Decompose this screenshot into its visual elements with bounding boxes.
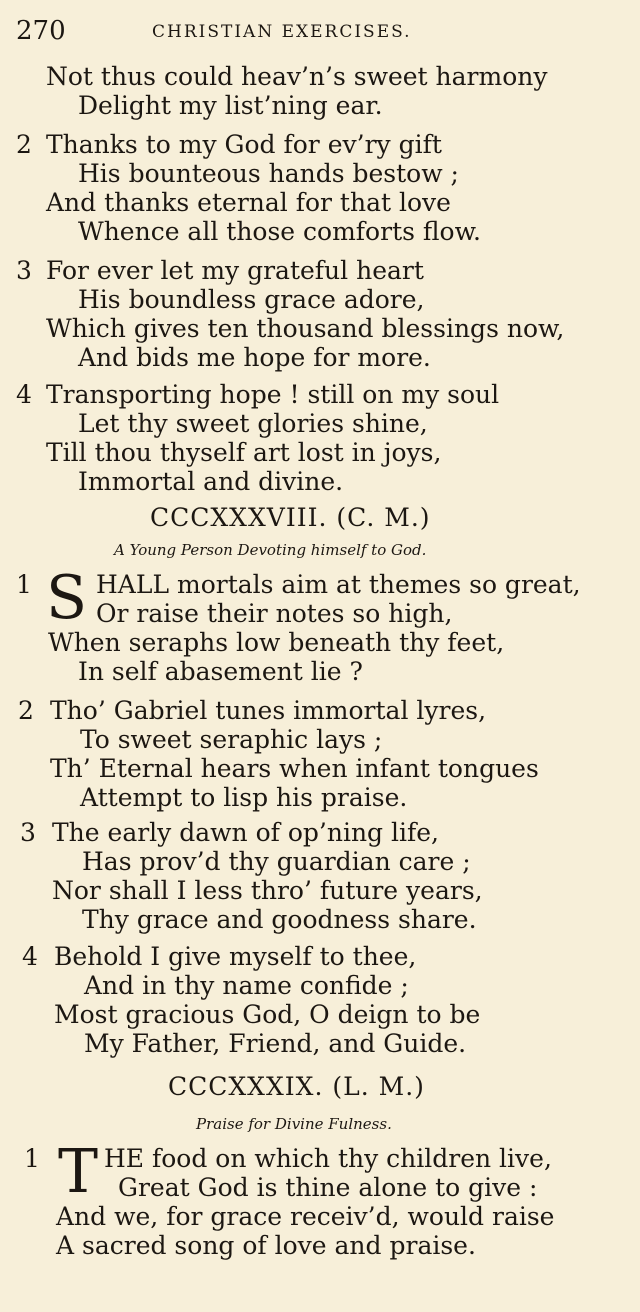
verse-line: Transporting hope ! still on my soul xyxy=(46,380,500,409)
verse-line: HE food on which thy children live, xyxy=(104,1144,552,1173)
running-title: CHRISTIAN EXERCISES. xyxy=(152,22,412,42)
verse-line: Has prov’d thy guardian care ; xyxy=(82,847,471,876)
verse-number: 3 xyxy=(16,256,32,285)
drop-cap: T xyxy=(58,1137,99,1207)
verse-line: HALL mortals aim at themes so great, xyxy=(96,570,581,599)
verse-line: His bounteous hands bestow ; xyxy=(78,159,459,188)
verse-line: Tho’ Gabriel tunes immortal lyres, xyxy=(50,696,487,725)
verse-line: Delight my list’ning ear. xyxy=(78,91,383,120)
verse-line: In self abasement lie ? xyxy=(78,657,363,686)
verse-number: 2 xyxy=(16,130,32,159)
verse-line: Nor shall I less thro’ future years, xyxy=(52,876,483,905)
page-header xyxy=(0,16,640,52)
verse-line: Behold I give myself to thee, xyxy=(54,942,417,971)
verse-number: 1 xyxy=(16,570,32,599)
verse-line: And we, for grace receiv’d, would raise xyxy=(56,1202,555,1231)
verse-line: Till thou thyself art lost in joys, xyxy=(46,438,442,467)
verse-number: 3 xyxy=(20,818,36,847)
verse-line: Or raise their notes so high, xyxy=(96,599,453,628)
verse-line: When seraphs low beneath thy feet, xyxy=(48,628,505,657)
verse-line: Most gracious God, O deign to be xyxy=(54,1000,481,1029)
hymn-title: CCCXXXVIII. (C. M.) xyxy=(150,503,431,532)
verse-line: His boundless grace adore, xyxy=(78,285,425,314)
verse-line: Thy grace and goodness share. xyxy=(82,905,477,934)
verse-line: The early dawn of op’ning life, xyxy=(52,818,439,847)
hymn-title: CCCXXXIX. (L. M.) xyxy=(168,1072,425,1101)
verse-number: 1 xyxy=(24,1144,40,1173)
page-number: 270 xyxy=(16,16,66,46)
verse-line: And in thy name confide ; xyxy=(84,971,409,1000)
verse-line: A sacred song of love and praise. xyxy=(56,1231,476,1260)
verse-line: Not thus could heav’n’s sweet harmony xyxy=(46,62,548,91)
verse-line: Attempt to lisp his praise. xyxy=(80,783,408,812)
verse-line: Thanks to my God for ev’ry gift xyxy=(46,130,442,159)
verse-line: Immortal and divine. xyxy=(78,467,344,496)
verse-number: 2 xyxy=(18,696,34,725)
hymn-subtitle: A Young Person Devoting himself to God. xyxy=(114,541,427,559)
drop-cap: S xyxy=(46,563,88,633)
verse-line: Th’ Eternal hears when infant tongues xyxy=(50,754,539,783)
verse-line: And thanks eternal for that love xyxy=(46,188,451,217)
verse-line: Whence all those comforts flow. xyxy=(78,217,481,246)
verse-line: My Father, Friend, and Guide. xyxy=(84,1029,467,1058)
hymn-subtitle: Praise for Divine Fulness. xyxy=(196,1115,392,1133)
verse-line: Which gives ten thousand blessings now, xyxy=(46,314,565,343)
verse-number: 4 xyxy=(22,942,38,971)
verse-line: Great God is thine alone to give : xyxy=(118,1173,538,1202)
verse-number: 4 xyxy=(16,380,32,409)
verse-line: Let thy sweet glories shine, xyxy=(78,409,428,438)
verse-line: For ever let my grateful heart xyxy=(46,256,424,285)
verse-line: To sweet seraphic lays ; xyxy=(80,725,383,754)
verse-line: And bids me hope for more. xyxy=(78,343,431,372)
